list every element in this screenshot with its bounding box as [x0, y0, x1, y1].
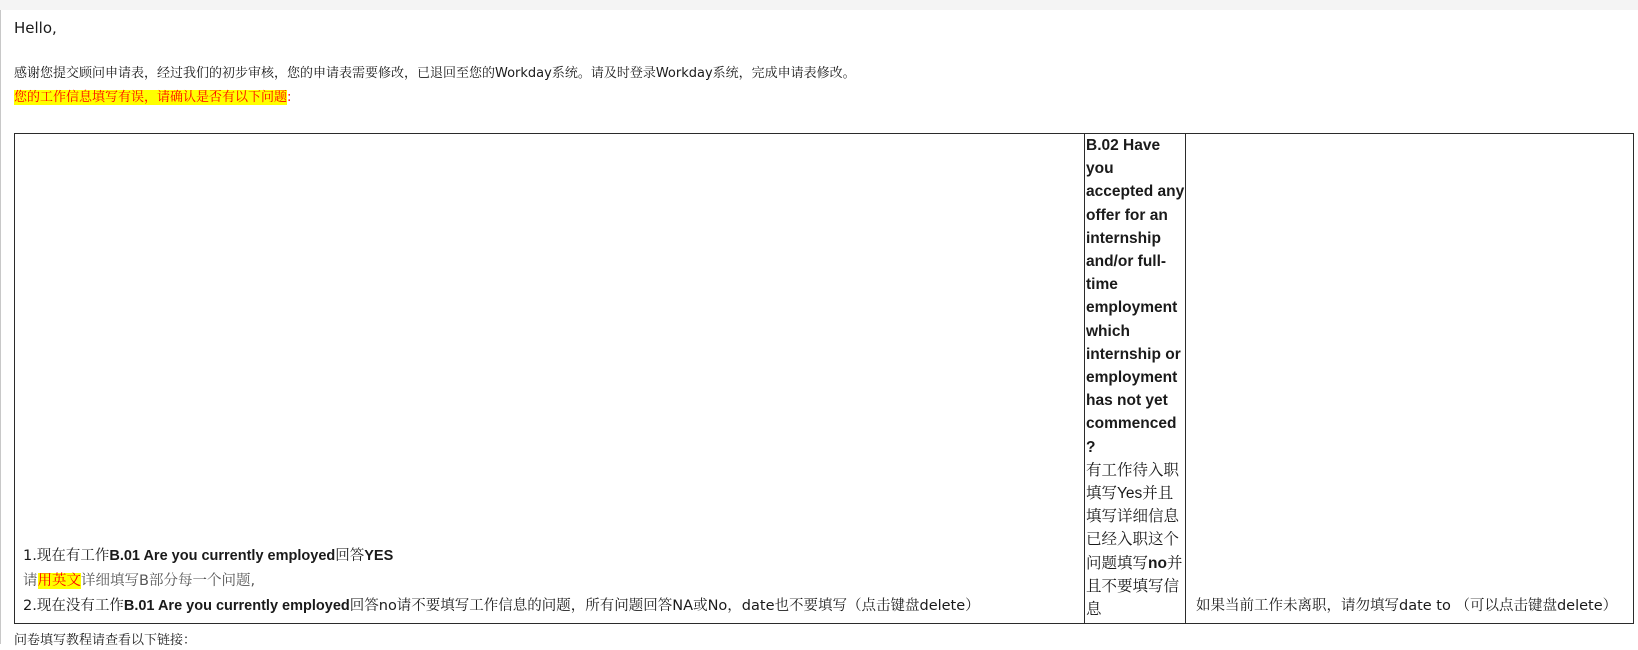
left-border	[0, 10, 1, 644]
instruction-line-1: 1.现在有工作B.01 Are you currently employed回答YES	[23, 548, 394, 565]
date-note-cell	[1186, 134, 1634, 624]
date-note: 如果当前工作未离职，请勿填写date to （可以点击键盘delete）	[1196, 598, 1618, 615]
question-b02: B.02 Have you accepted any offer for an internship and/or full-time employment which internship or employment has not yet commenced?	[1086, 137, 1185, 456]
b02-note-1: 有工作待入职填写Yes并且填写详细信息	[1086, 461, 1180, 526]
instruction-line-3: 2.现在没有工作B.01 Are you currently employed回答no请不要填写工作信息的问题，所有问题回答NA或No，date也不要填写（点击键盘delete）	[23, 598, 980, 615]
instruction-line-2: 请用英文详细填写B部分每一个问题,	[23, 573, 256, 590]
info-table	[14, 133, 1634, 624]
warning-colon: :	[287, 90, 292, 105]
question-b02-cell	[1085, 134, 1186, 624]
greeting: Hello,	[14, 19, 57, 37]
tutorial-link-label: 问卷填写教程请查看以下链接：	[14, 633, 197, 648]
warning-highlight: 您的工作信息填写有误，请确认是否有以下问题	[14, 90, 288, 105]
top-bar	[0, 0, 1638, 10]
intro-text: 感谢您提交顾问申请表，经过我们的初步审核，您的申请表需要修改，已退回至您的Workday系统。请及时登录Workday系统，完成申请表修改。	[14, 66, 856, 81]
b02-note-2: 已经入职这个问题填写no并且不要填写信息	[1086, 531, 1183, 619]
warning-text	[14, 89, 291, 106]
instructions-cell	[15, 134, 1085, 624]
